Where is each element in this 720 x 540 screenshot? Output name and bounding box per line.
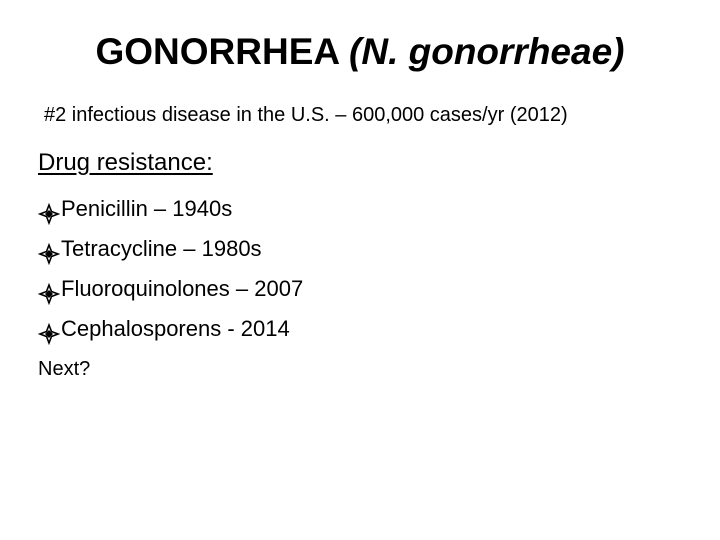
resistance-list bbox=[38, 189, 303, 349]
diamond-bullet-icon bbox=[38, 238, 60, 260]
title-scientific-name: (N. gonorrheae) bbox=[349, 31, 625, 72]
list-item-label: Fluoroquinolones – 2007 bbox=[61, 276, 304, 301]
slide-subtitle: #2 infectious disease in the U.S. – 600,000 cases/yr (2012) bbox=[44, 104, 568, 126]
list-item bbox=[38, 269, 303, 309]
diamond-bullet-icon bbox=[38, 318, 60, 340]
list-item-label: Tetracycline – 1980s bbox=[61, 236, 262, 261]
section-heading-drug-resistance: Drug resistance: bbox=[38, 149, 213, 176]
list-item-label: Penicillin – 1940s bbox=[61, 196, 233, 221]
diamond-bullet-icon bbox=[38, 278, 60, 300]
list-item bbox=[38, 229, 303, 269]
list-item bbox=[38, 189, 303, 229]
list-item-label: Cephalosporens - 2014 bbox=[61, 316, 290, 341]
diamond-bullet-icon bbox=[38, 198, 60, 220]
title-disease-name: GONORRHEA bbox=[95, 31, 339, 72]
slide-title bbox=[0, 28, 720, 76]
closing-question: Next? bbox=[38, 358, 91, 380]
list-item bbox=[38, 309, 303, 349]
